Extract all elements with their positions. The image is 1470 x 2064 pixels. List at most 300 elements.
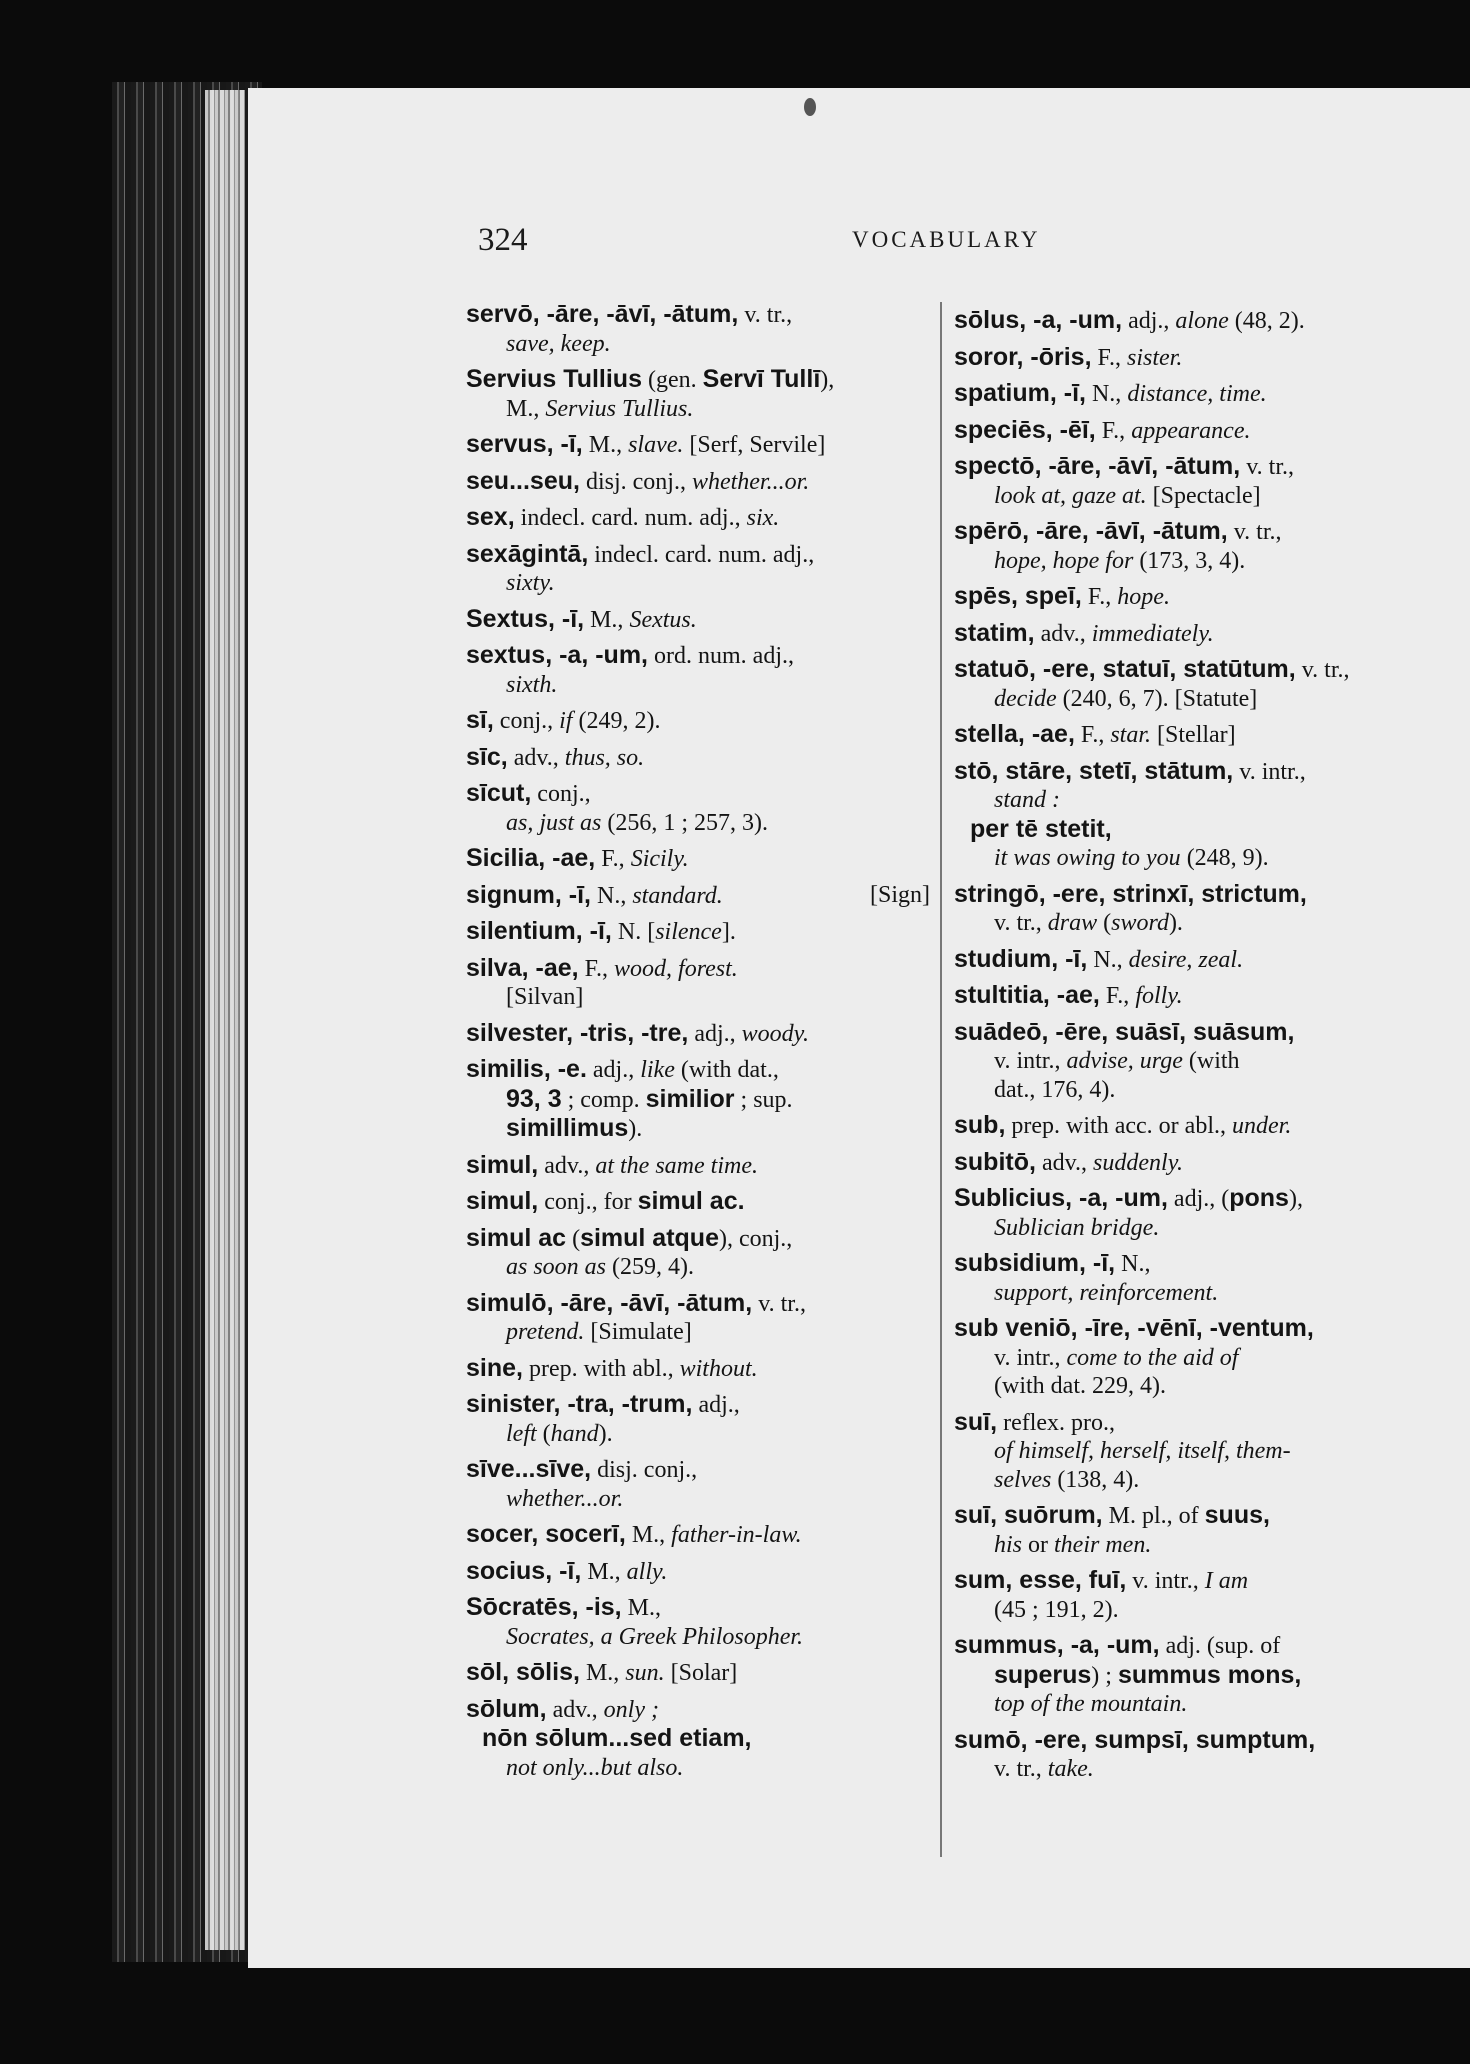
vocab-entry (466, 1289, 930, 1347)
grammar-note: [Spectacle] (1146, 482, 1261, 509)
entry-continuation (954, 1661, 1406, 1691)
vocab-entry (954, 1018, 1406, 1105)
vocab-entry (466, 540, 930, 598)
entry-headline (954, 757, 1406, 787)
grammar-note: v. tr., (738, 302, 793, 328)
headword: stella, -ae, (954, 720, 1075, 748)
left-column (466, 300, 930, 1789)
headword: statuō, -ere, statuī, statūtum, (954, 655, 1296, 683)
vocab-entry (466, 1055, 930, 1144)
entry-headline (954, 1501, 1406, 1531)
entry-headline (954, 1408, 1406, 1438)
entry-continuation (954, 1279, 1406, 1308)
vocab-entry (466, 300, 930, 358)
headword: sum, esse, fuī, (954, 1566, 1127, 1594)
definition: Sublician bridge. (994, 1214, 1160, 1241)
definition: support, reinforcement. (994, 1279, 1219, 1306)
headword: sumō, -ere, sumpsī, sumptum, (954, 1725, 1316, 1754)
phrase: nōn sōlum...sed etiam, (482, 1724, 752, 1752)
headword: spectō, -āre, -āvī, -ātum, (954, 452, 1241, 480)
definition: of himself, herself, itself, them- (994, 1438, 1291, 1464)
headword: Servius Tullius (466, 365, 642, 393)
vocab-entry (954, 655, 1406, 713)
entry-continuation (466, 1485, 930, 1514)
entry-headline (954, 945, 1406, 975)
grammar-note: F., (1091, 344, 1127, 371)
headword: socius, -ī, (466, 1556, 582, 1585)
vocab-entry (466, 1455, 930, 1513)
entry-continuation (466, 1754, 930, 1783)
entry-continuation (954, 547, 1406, 576)
vocab-entry (466, 430, 930, 460)
definition: six. (746, 505, 780, 531)
entry-headline (466, 503, 930, 533)
definition: their men. (1054, 1531, 1152, 1558)
grammar-note: M., (579, 1660, 626, 1686)
grammar-note: M., (581, 1558, 627, 1585)
grammar-note: ord. num. adj., (648, 643, 794, 669)
paper-spot (804, 98, 816, 116)
grammar-note: adv., (1035, 1149, 1094, 1176)
entry-continuation (466, 809, 930, 838)
entry-continuation (954, 1755, 1406, 1784)
entry-continuation (466, 983, 930, 1012)
entry-continuation (954, 1437, 1406, 1466)
definition: selves (994, 1466, 1052, 1493)
entry-continuation (954, 1214, 1406, 1243)
entry-continuation (466, 330, 930, 359)
grammar-note: N. [ (611, 919, 656, 945)
entry-continuation (954, 1466, 1406, 1495)
vocab-entry (954, 1501, 1406, 1559)
headword: spērō, -āre, -āvī, -ātum, (954, 517, 1228, 545)
headword: simul, (466, 1187, 539, 1215)
definition: star. (1110, 722, 1152, 748)
definition: Socrates, a Greek Philosopher. (506, 1623, 804, 1650)
entry-headline (954, 1184, 1406, 1214)
definition: only ; (603, 1696, 659, 1723)
headword: seu...seu, (466, 466, 580, 495)
entry-headline (954, 981, 1406, 1011)
grammar-note: v. intr., (1233, 758, 1306, 785)
entry-headline (466, 1019, 930, 1049)
vocab-entry (954, 619, 1406, 649)
grammar-note: ; sup. (734, 1086, 793, 1113)
entry-headline (954, 880, 1406, 910)
vocab-entry (954, 945, 1406, 975)
definition: thus, so. (564, 744, 645, 771)
definition: distance, time. (1127, 381, 1267, 407)
definition: advise, urge (1066, 1048, 1183, 1074)
grammar-note: (45 ; 191, 2). (994, 1596, 1119, 1623)
definition: Servius Tullius. (545, 395, 694, 422)
grammar-note: ). (598, 1420, 613, 1447)
headword: servō, -āre, -āvī, -ātum, (466, 300, 739, 328)
grammar-note: ]. (721, 919, 736, 945)
grammar-note: (259, 4). (606, 1254, 695, 1280)
definition: sister. (1126, 344, 1183, 371)
entry-headline (466, 706, 930, 736)
vocab-entry (954, 582, 1406, 612)
definition: sixty. (506, 570, 555, 596)
entry-continuation (954, 1047, 1406, 1076)
vocab-entry (466, 1390, 930, 1448)
definition: hope, hope for (994, 547, 1134, 574)
grammar-note: [Solar] (664, 1660, 738, 1686)
vocab-entry (466, 706, 930, 736)
vocab-entry (466, 641, 930, 699)
grammar-note: v. intr., (994, 1344, 1067, 1371)
definition: decide (994, 685, 1057, 712)
grammar-note: [Sign] (870, 881, 930, 908)
definition: under. (1232, 1113, 1292, 1139)
definition: it was owing to you (994, 845, 1181, 871)
definition: standard. (632, 882, 723, 909)
definition: desire, zeal. (1128, 946, 1244, 973)
definition: like (640, 1057, 675, 1083)
definition: father-in-law. (671, 1522, 802, 1548)
headword: sīc, (466, 742, 508, 771)
grammar-note: dat., 176, 4). (994, 1076, 1116, 1103)
entry-continuation (466, 1420, 930, 1449)
entry-headline (954, 343, 1406, 373)
headword: simillimus (506, 1114, 629, 1142)
grammar-note: adj., (688, 1020, 742, 1047)
grammar-note: [Serf, Servile] (683, 432, 826, 458)
definition: ally. (626, 1558, 668, 1585)
grammar-note: M., (582, 432, 629, 458)
grammar-note: ( (536, 1420, 551, 1447)
entry-headline (954, 1249, 1406, 1279)
vocab-entry (466, 954, 930, 1012)
headword: simulō, -āre, -āvī, -ātum, (466, 1288, 753, 1317)
headword: subitō, (954, 1147, 1036, 1176)
entry-headline (466, 1151, 930, 1181)
entry-headline (954, 452, 1406, 482)
definition: woody. (741, 1020, 809, 1047)
grammar-note: (gen. (641, 367, 703, 393)
headword: sinister, -tra, -trum, (466, 1390, 693, 1418)
entry-headline (466, 779, 930, 809)
definition: as, just as (506, 809, 602, 836)
vocab-entry (954, 1111, 1406, 1141)
headword: socer, socerī, (466, 1520, 626, 1548)
headword: simul ac (466, 1223, 567, 1252)
definition: sixth. (506, 671, 558, 698)
entry-headline (466, 844, 930, 874)
entry-continuation (466, 1724, 930, 1754)
grammar-note: N., (1087, 946, 1129, 973)
headword: servus, -ī, (466, 430, 583, 458)
vocab-entry (466, 1695, 930, 1783)
grammar-note: (with dat. 229, 4). (994, 1373, 1166, 1399)
entry-headline (466, 954, 930, 984)
grammar-note: v. intr., (1126, 1568, 1205, 1594)
definition: Sextus. (629, 606, 697, 633)
grammar-note: N., (591, 882, 633, 909)
headword: summus mons, (1117, 1660, 1302, 1689)
grammar-note: (249, 2). (572, 708, 661, 734)
vocab-entry (466, 467, 930, 497)
definition: save, keep. (506, 330, 611, 357)
grammar-note: disj. conj., (579, 468, 692, 495)
grammar-note: v. tr., (1227, 519, 1282, 545)
grammar-note: ), (1288, 1186, 1303, 1212)
page-number: 324 (478, 222, 528, 258)
entry-headline (954, 1018, 1406, 1048)
entry-headline (466, 1557, 930, 1587)
headword: spatium, -ī, (954, 379, 1086, 407)
grammar-note: prep. with acc. or abl., (1005, 1113, 1232, 1139)
grammar-note: conj., (531, 781, 591, 807)
grammar-note: (138, 4). (1051, 1466, 1140, 1493)
grammar-note: v. tr., (994, 1756, 1048, 1782)
vocab-entry (466, 365, 930, 423)
definition: draw (1047, 910, 1098, 936)
definition: hope. (1117, 584, 1170, 610)
vocab-entry (954, 1148, 1406, 1178)
entry-headline (954, 1631, 1406, 1661)
headword: sextus, -a, -um, (466, 641, 648, 669)
entry-headline (466, 1520, 930, 1550)
definition: slave. (628, 432, 684, 458)
entry-headline (466, 917, 930, 947)
entry-continuation (954, 1690, 1406, 1719)
entry-continuation (954, 1344, 1406, 1373)
grammar-note: ), (820, 367, 835, 393)
grammar-note: v. tr., (1295, 657, 1350, 683)
definition: if (559, 708, 573, 734)
entry-headline (466, 540, 930, 570)
headword: similis, -e. (466, 1055, 587, 1083)
vocab-entry (954, 1249, 1406, 1307)
definition: come to the aid of (1066, 1344, 1239, 1371)
headword: sīve...sīve, (466, 1455, 592, 1483)
entry-continuation (954, 1372, 1406, 1401)
entry-headline (466, 1224, 930, 1254)
vocab-entry (466, 1520, 930, 1550)
entry-headline (466, 467, 930, 497)
entry-continuation (954, 909, 1406, 938)
entry-headline (466, 1658, 930, 1688)
definition: I am (1204, 1568, 1249, 1594)
definition: wood, forest. (614, 955, 738, 982)
definition: as soon as (506, 1254, 607, 1280)
headword: 93, 3 (506, 1084, 562, 1113)
running-head: VOCABULARY (852, 227, 1041, 252)
headword: sub, (954, 1111, 1006, 1139)
headword: suī, suōrum, (954, 1501, 1103, 1529)
headword: suus, (1204, 1501, 1270, 1529)
vocab-entry (466, 844, 930, 874)
vocab-entry (954, 720, 1406, 750)
vocab-entry (954, 1184, 1406, 1242)
definition: folly. (1135, 983, 1183, 1009)
entry-headline (466, 430, 930, 460)
grammar-note: adj. (sup. of (1159, 1633, 1281, 1659)
entry-headline (954, 1314, 1406, 1344)
entry-continuation (954, 1076, 1406, 1105)
entry-headline (954, 1566, 1406, 1596)
entry-headline (954, 1148, 1406, 1178)
definition: left (506, 1420, 537, 1447)
headword: suādeō, -ēre, suāsī, suāsum, (954, 1017, 1295, 1046)
headword: Sextus, -ī, (466, 604, 585, 633)
vocab-entry (466, 1593, 930, 1651)
vocab-entry (466, 917, 930, 947)
vocab-entry (954, 1408, 1406, 1495)
grammar-note: F., (1099, 983, 1136, 1009)
grammar-note: prep. with abl., (522, 1355, 680, 1382)
grammar-note: adj., (586, 1057, 641, 1083)
grammar-note: M., (625, 1522, 672, 1548)
headword: stringō, -ere, strinxī, strictum, (954, 879, 1307, 908)
grammar-note: adj., (1122, 308, 1176, 334)
grammar-note: (with (1182, 1048, 1240, 1074)
entry-headline (466, 365, 930, 395)
entry-headline (954, 619, 1406, 649)
vocab-entry (954, 1726, 1406, 1784)
headword: simul, (466, 1150, 539, 1179)
grammar-note: F., (595, 846, 631, 872)
definition: alone (1175, 308, 1229, 334)
vocab-entry (954, 416, 1406, 446)
grammar-note: [Silvan] (506, 984, 584, 1010)
vocab-entry (954, 981, 1406, 1011)
grammar-note: ( (1097, 910, 1112, 936)
definition: silence (655, 919, 722, 945)
headword: statim, (954, 618, 1035, 647)
headword: Sōcratēs, -is, (466, 1593, 622, 1621)
definition: top of the mountain. (994, 1691, 1188, 1717)
vocab-entry (466, 1354, 930, 1384)
column-divider (940, 302, 942, 1857)
entry-headline (466, 1390, 930, 1420)
headword: spēs, speī, (954, 582, 1082, 610)
grammar-note: (256, 1 ; 257, 3). (601, 809, 769, 836)
headword: soror, -ōris, (954, 342, 1092, 371)
grammar-note: (173, 3, 4). (1133, 547, 1246, 574)
grammar-note: conj., for (538, 1189, 638, 1215)
grammar-note: adv., (546, 1696, 604, 1723)
entry-headline (954, 1111, 1406, 1141)
headword: similior (645, 1084, 735, 1113)
entry-headline (466, 1354, 930, 1384)
entry-continuation (954, 844, 1406, 873)
definition: his (994, 1531, 1023, 1558)
entry-continuation (466, 1318, 930, 1347)
grammar-note: ), conj., (718, 1225, 793, 1252)
entry-headline (954, 655, 1406, 685)
vocab-entry (954, 452, 1406, 510)
vocab-entry (466, 1557, 930, 1587)
vocab-entry (466, 743, 930, 773)
headword: Sublicius, -a, -um, (954, 1184, 1168, 1212)
vocab-entry (954, 757, 1406, 873)
book-page (248, 88, 1470, 1968)
grammar-note: (248, 9). (1180, 845, 1269, 871)
grammar-note: adv., (538, 1152, 596, 1179)
vocab-entry (466, 1019, 930, 1049)
vocab-entry (954, 1314, 1406, 1401)
grammar-note: (48, 2). (1228, 308, 1305, 334)
headword: simul atque (580, 1223, 719, 1252)
entry-headline (466, 881, 930, 911)
headword: sōlus, -a, -um, (954, 306, 1123, 334)
headword: sī, (466, 706, 494, 734)
headword: sexāgintā, (466, 539, 589, 568)
grammar-note: M., (506, 395, 546, 422)
entry-headline (954, 379, 1406, 409)
grammar-note: adj., ( (1167, 1186, 1230, 1212)
entry-continuation (954, 786, 1406, 815)
headword: studium, -ī, (954, 944, 1088, 973)
grammar-note: or (1022, 1531, 1055, 1558)
page-stack-edge (205, 90, 245, 1950)
grammar-note: F., (578, 955, 615, 982)
entry-continuation (466, 671, 930, 700)
vocab-entry (466, 503, 930, 533)
vocab-entry (954, 1631, 1406, 1719)
definition: appearance. (1131, 417, 1251, 444)
grammar-note: ). (1168, 910, 1183, 936)
right-column (954, 306, 1406, 1791)
vocab-entry (954, 1566, 1406, 1624)
entry-headline (466, 1055, 930, 1085)
headword: subsidium, -ī, (954, 1249, 1116, 1277)
entry-continuation (466, 395, 930, 424)
grammar-note: indecl. card. num. adj., (514, 505, 747, 531)
grammar-note: [Simulate] (584, 1319, 692, 1345)
grammar-note: ; comp. (561, 1086, 646, 1113)
entry-headline (466, 1455, 930, 1485)
entry-continuation (954, 685, 1406, 714)
vocab-entry (954, 517, 1406, 575)
definition: not only...but also. (506, 1754, 684, 1781)
headword: simul ac. (637, 1187, 745, 1215)
vocab-entry (466, 1658, 930, 1688)
grammar-note: F., (1074, 722, 1111, 748)
grammar-note: N., (1085, 381, 1128, 407)
headword: speciēs, -ēī, (954, 415, 1096, 444)
vocab-entry (466, 1224, 930, 1282)
entry-headline (466, 1289, 930, 1319)
entry-headline (466, 1593, 930, 1623)
entry-headline (954, 416, 1406, 446)
vocab-entry (466, 605, 930, 635)
definition: whether...or. (506, 1485, 624, 1512)
headword: silva, -ae, (466, 953, 579, 982)
grammar-note: conj., (493, 708, 560, 734)
definition: take. (1047, 1756, 1094, 1782)
vocab-entry (466, 881, 930, 911)
grammar-note: ) ; (1091, 1662, 1118, 1689)
headword: superus (994, 1660, 1092, 1689)
grammar-note: ( (566, 1225, 581, 1252)
grammar-note: M., (621, 1595, 661, 1621)
definition: sun. (625, 1660, 665, 1686)
entry-headline (954, 1726, 1406, 1756)
entry-headline (954, 306, 1406, 336)
headword: sex, (466, 503, 515, 531)
vocab-entry (466, 1151, 930, 1181)
definition: look at, gaze at. (994, 482, 1147, 509)
grammar-note: adj., (692, 1392, 740, 1418)
headword: silvester, -tris, -tre, (466, 1018, 689, 1047)
grammar-note: (with dat., (674, 1057, 779, 1083)
grammar-note: disj. conj., (591, 1457, 698, 1483)
headword: silentium, -ī, (466, 917, 612, 945)
